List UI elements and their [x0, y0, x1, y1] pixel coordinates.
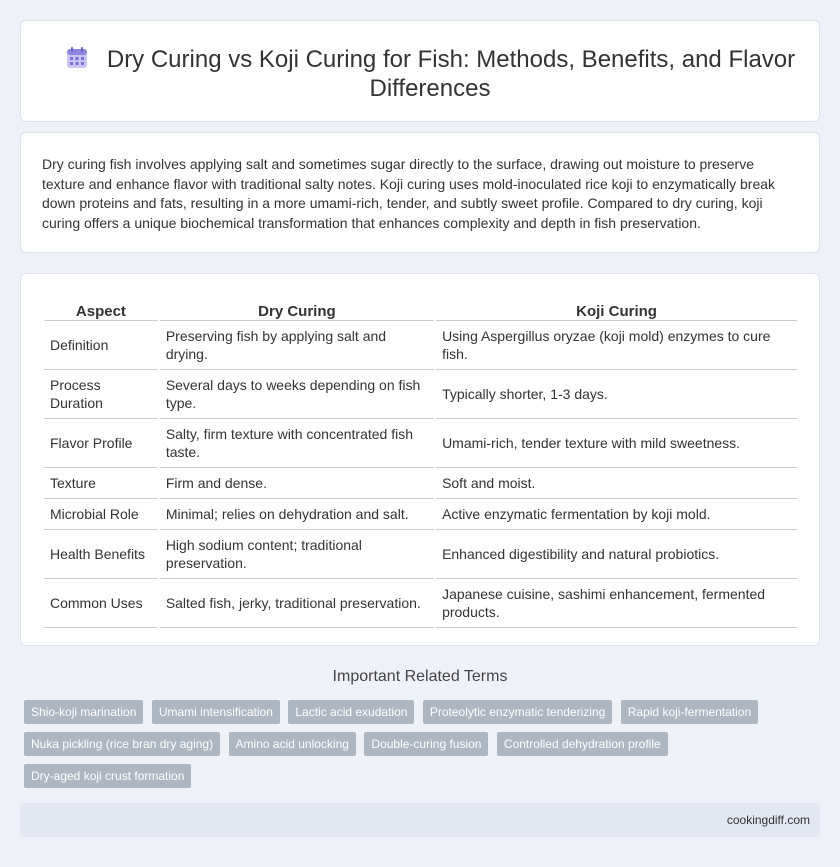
footer-site-link[interactable]: cookingdiff.com	[726, 813, 810, 827]
table-row	[44, 321, 797, 370]
related-term-tag[interactable]: Proteolytic enzymatic tenderizing	[423, 700, 612, 724]
table-header-row	[44, 294, 797, 321]
related-term-tag[interactable]: Amino acid unlocking	[229, 732, 356, 756]
intro-card	[20, 132, 820, 253]
footer	[20, 803, 820, 837]
table-cell: Flavor Profile	[44, 419, 158, 468]
table-cell: Minimal; relies on dehydration and salt.	[160, 499, 434, 530]
table-cell: Active enzymatic fermentation by koji mold.	[436, 499, 797, 530]
table-row	[44, 579, 797, 628]
related-terms-heading: Important Related Terms	[332, 668, 508, 685]
table-cell: Health Benefits	[44, 530, 158, 579]
page-title	[61, 45, 799, 103]
table-row	[44, 499, 797, 530]
table-cell: Using Aspergillus oryzae (koji mold) enzymes to cure fish.	[436, 321, 797, 370]
related-term-tag[interactable]: Rapid koji-fermentation	[621, 700, 758, 724]
table-cell: Salty, firm texture with concentrated fish taste.	[160, 419, 434, 468]
header-card	[20, 20, 820, 122]
column-header-aspect: Aspect	[44, 294, 158, 321]
table-cell: Several days to weeks depending on fish type.	[160, 370, 434, 419]
related-term-tag[interactable]: Nuka pickling (rice bran dry aging)	[24, 732, 220, 756]
table-cell: Typically shorter, 1-3 days.	[436, 370, 797, 419]
table-cell: Common Uses	[44, 579, 158, 628]
table-cell: Texture	[44, 468, 158, 499]
related-term-tag[interactable]: Controlled dehydration profile	[497, 732, 668, 756]
table-row	[44, 530, 797, 579]
table-cell: Japanese cuisine, sashimi enhancement, fermented products.	[436, 579, 797, 628]
related-term-tag[interactable]: Lactic acid exudation	[288, 700, 414, 724]
related-term-tag[interactable]: Dry-aged koji crust formation	[24, 764, 191, 788]
related-term-tag[interactable]: Shio-koji marination	[24, 700, 143, 724]
table-row	[44, 419, 797, 468]
table-cell: High sodium content; traditional preservation.	[160, 530, 434, 579]
table-cell: Salted fish, jerky, traditional preservation.	[160, 579, 434, 628]
page-title-text: Dry Curing vs Koji Curing for Fish: Methods, Benefits, and Flavor Differences	[106, 46, 796, 102]
table-cell: Microbial Role	[44, 499, 158, 530]
table-cell: Process Duration	[44, 370, 158, 419]
comparison-table-card	[20, 273, 820, 646]
table-cell: Preserving fish by applying salt and drying.	[160, 321, 434, 370]
table-cell: Soft and moist.	[436, 468, 797, 499]
table-cell: Enhanced digestibility and natural probiotics.	[436, 530, 797, 579]
related-term-tag[interactable]: Double-curing fusion	[364, 732, 488, 756]
column-header-dry-curing: Dry Curing	[160, 294, 434, 321]
table-cell: Firm and dense.	[160, 468, 434, 499]
table-cell: Definition	[44, 321, 158, 370]
related-term-tag[interactable]: Umami intensification	[152, 700, 280, 724]
intro-paragraph: Dry curing fish involves applying salt and sometimes sugar directly to the surface, drawing out moisture to preserve texture and enhance flavor with traditional salty notes. Koji curing uses mold-inoculated rice koji to enzymatically break down proteins and fats, resulting in a more umami-rich, tender, and subtly sweet profile. Compared to dry curing, koji curing offers a unique biochemical transformation that enhances complexity and depth in fish preservation.	[42, 156, 776, 231]
table-cell: Umami-rich, tender texture with mild sweetness.	[436, 419, 797, 468]
column-header-koji-curing: Koji Curing	[436, 294, 797, 321]
calendar-icon	[65, 46, 89, 70]
table-row	[44, 370, 797, 419]
related-terms-list	[24, 700, 814, 796]
comparison-table	[42, 294, 799, 628]
table-row	[44, 468, 797, 499]
